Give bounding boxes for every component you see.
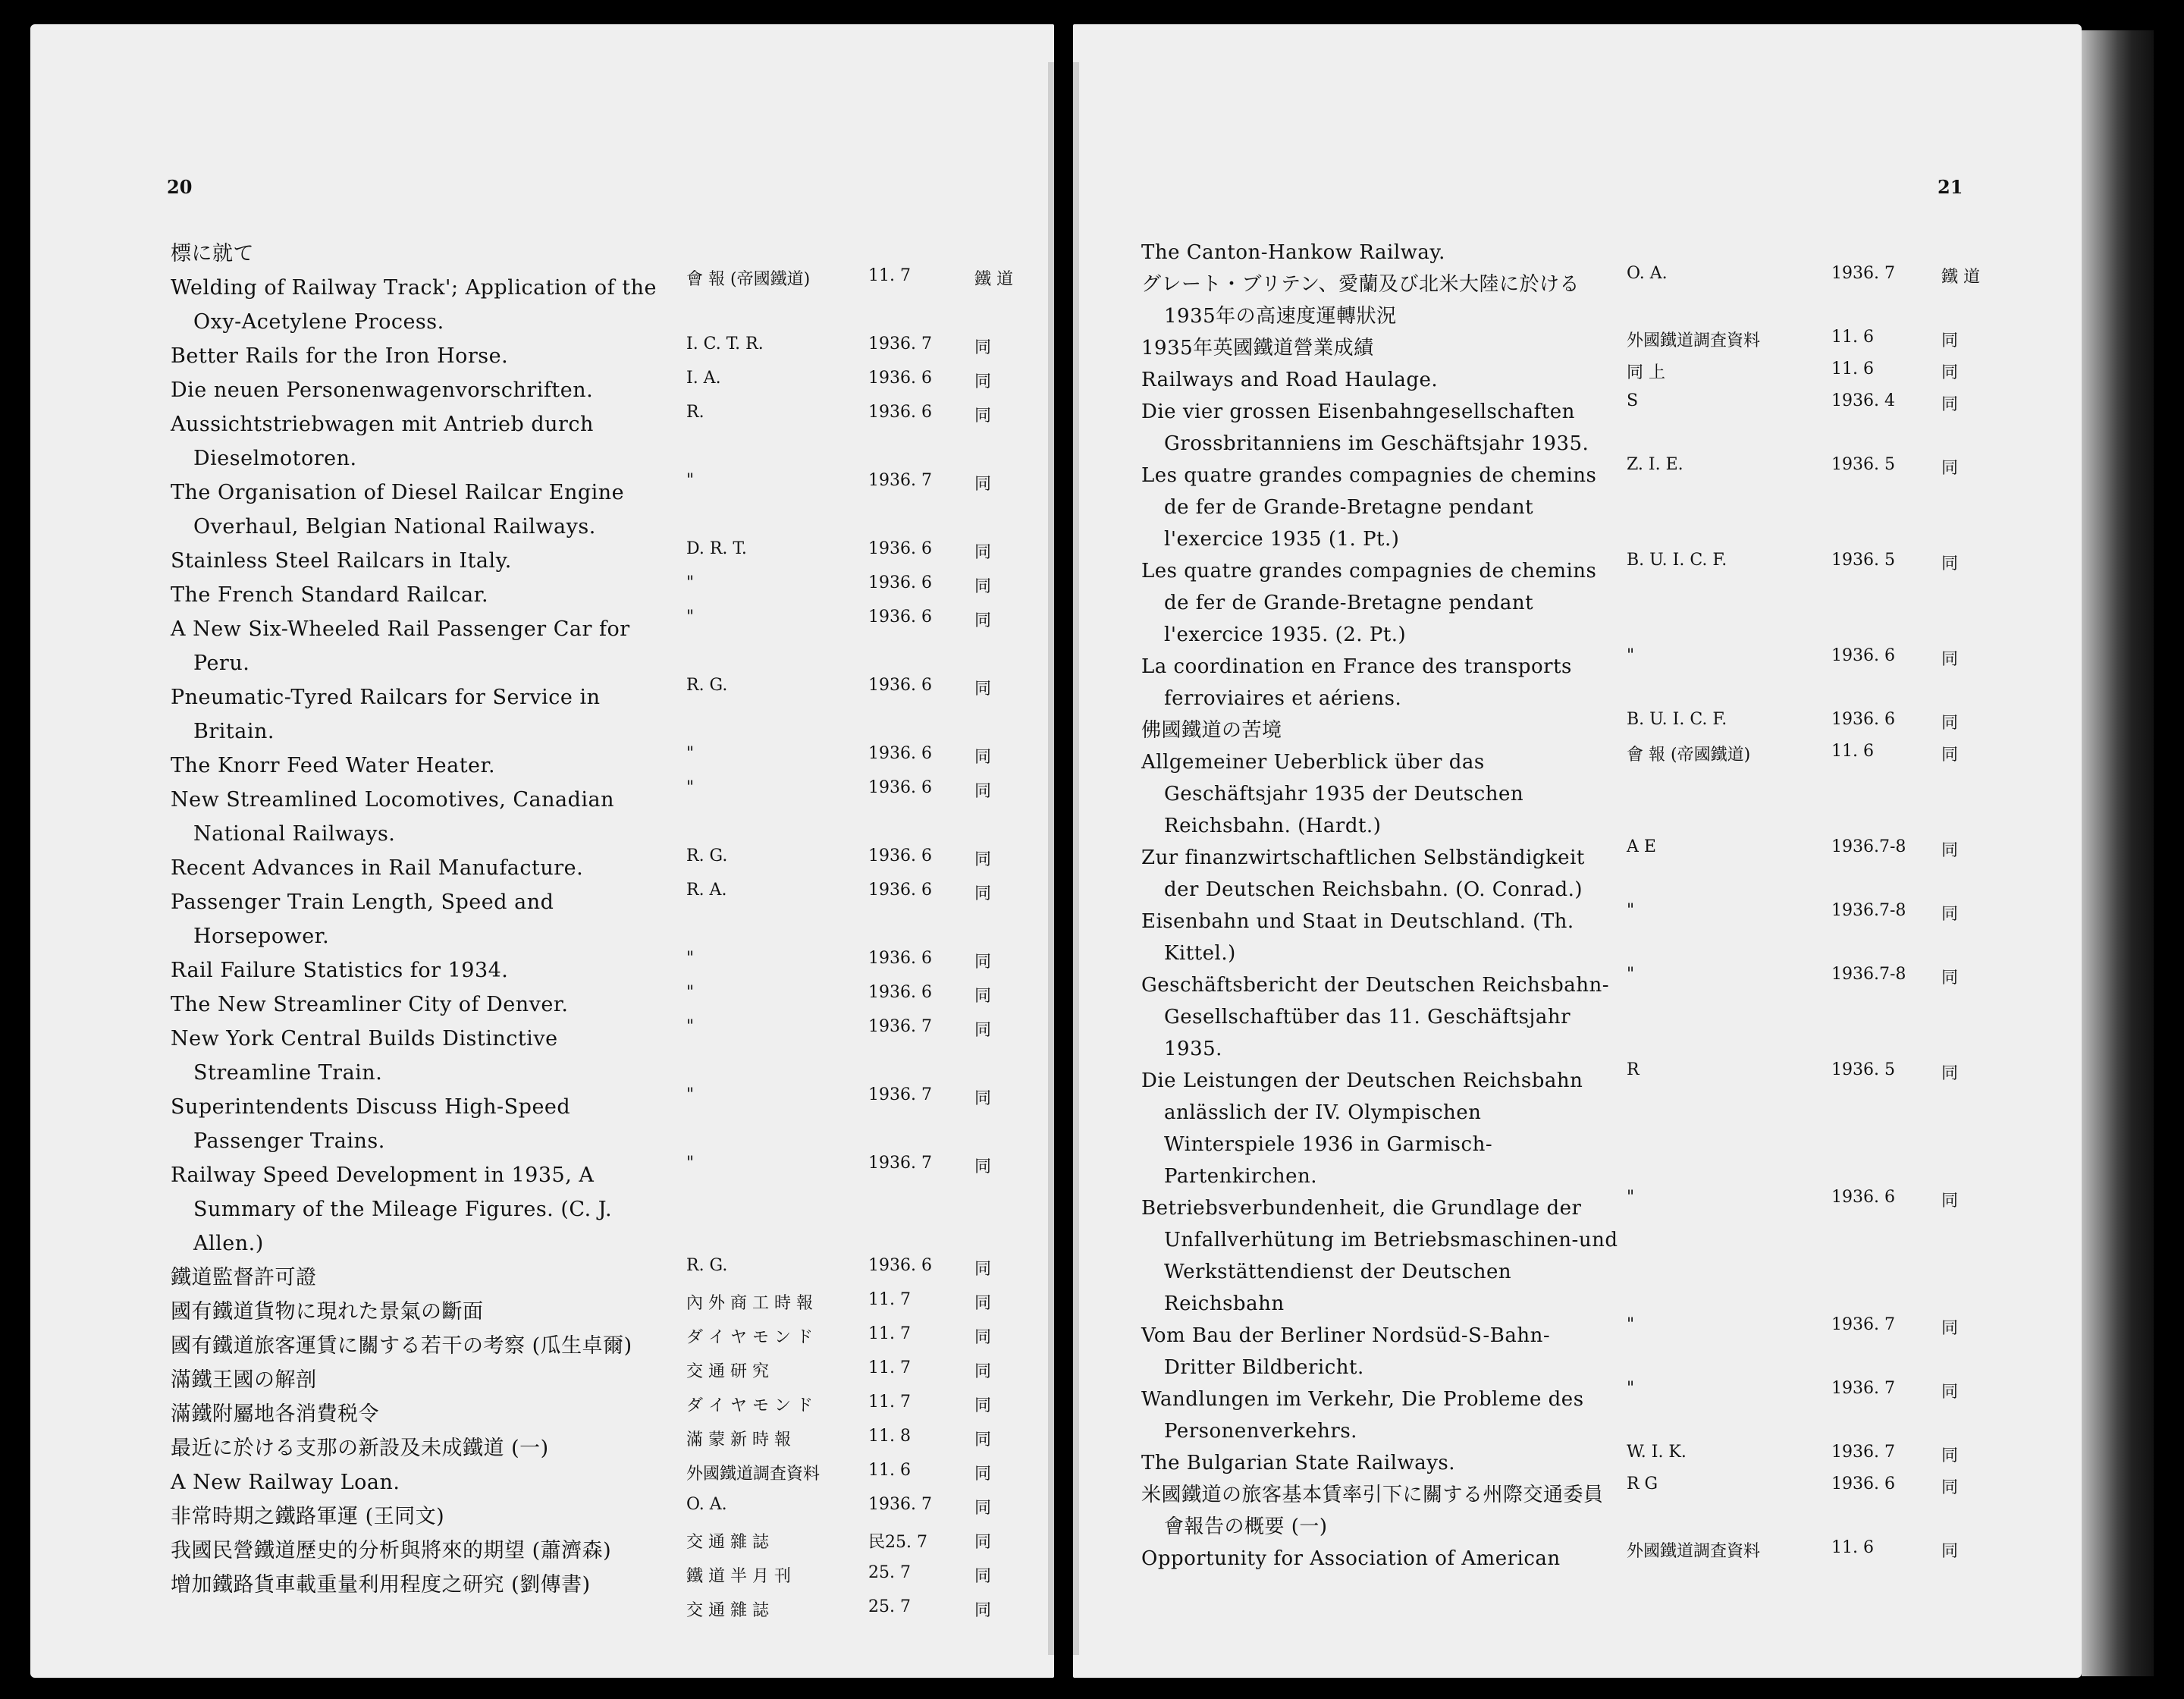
- entry-category: 同: [1941, 714, 1959, 733]
- entry-category: 同: [1941, 459, 1959, 478]
- entry-date: 1936. 6: [868, 676, 932, 695]
- entry-date: 1936. 6: [868, 983, 932, 1002]
- entry-category: 同: [1941, 1446, 1959, 1465]
- entry-date: 1936. 5: [1831, 455, 1895, 474]
- entry-category: 同: [974, 680, 992, 699]
- entry-category: 同: [1941, 363, 1959, 382]
- entry-title: グレート・ブリテン、愛蘭及び北米大陸に於ける 1935年の高速度運轉狀況: [1141, 273, 1580, 328]
- book-edge: [2082, 30, 2154, 1676]
- entry-category: 同: [974, 748, 992, 767]
- entry-source: 外國鐵道調査資料: [686, 1465, 821, 1484]
- entry-source: 會 報 (帝國鐵道): [1627, 746, 1751, 765]
- entry-source: ダ イ ヤ モ ン ド: [686, 1396, 813, 1415]
- bibliography-list: [171, 237, 1013, 1620]
- entry-date: 1936. 7: [1831, 1315, 1895, 1334]
- entry-title: Die vier grossen Eisenbahngesellschaften Grossbritanniens im Geschäftsjahr 1935.: [1141, 400, 1589, 455]
- page-edge: [1073, 62, 1079, 1655]
- entry-title: 非常時期之鐵路軍運 (王同文): [171, 1505, 445, 1528]
- entry-source: ": [686, 744, 695, 763]
- entry-source: ダ イ ヤ モ ン ド: [686, 1328, 813, 1347]
- right-page: [1073, 24, 2082, 1678]
- entry-source: I. A.: [686, 369, 721, 388]
- entry-title: 國有鐵道旅客運賃に關する若干の考察 (瓜生卓爾): [171, 1334, 632, 1358]
- entry-title: 鐵道監督許可證: [171, 1266, 317, 1289]
- list-item: [1141, 1543, 1619, 1575]
- entry-category: 同: [1941, 1319, 1959, 1338]
- entry-source: R. G.: [686, 1256, 728, 1275]
- entry-category: 同: [974, 475, 992, 494]
- entry-date: 1936.7-8: [1831, 837, 1906, 856]
- entry-source: R. G.: [686, 676, 728, 695]
- entry-source: ": [686, 608, 695, 627]
- entry-source: Z. I. E.: [1627, 455, 1684, 474]
- entry-category: 同: [974, 1567, 992, 1586]
- entry-date: 11. 7: [868, 1393, 911, 1412]
- entry-source: ": [686, 949, 695, 968]
- entry-category: 同: [974, 1260, 992, 1279]
- entry-category: 同: [1941, 969, 1959, 988]
- list-item: [1141, 237, 1980, 287]
- entry-title: Passenger Train Length, Speed and Horsepower.: [171, 890, 554, 948]
- entry-title: La coordination en France des transports ferroviaires et aériens.: [1141, 655, 1572, 710]
- entry-date: 1936. 7: [868, 471, 932, 490]
- entry-date: 11. 7: [868, 1358, 911, 1377]
- entry-category: 同: [974, 1328, 992, 1347]
- list-item: [1141, 1320, 1959, 1402]
- entry-source: R.: [686, 403, 704, 422]
- page-edge: [1048, 62, 1054, 1655]
- entry-category: 同: [1941, 841, 1959, 860]
- entry-category: 同: [1941, 650, 1959, 669]
- entry-title: Les quatre grandes compagnies de chemins de fer de Grande-Bretagne pendant l'exercice 1935 (1. Pt.): [1141, 464, 1597, 551]
- entry-category: 同: [974, 577, 992, 596]
- entry-title: A New Six-Wheeled Rail Passenger Car for Peru.: [171, 617, 630, 675]
- entry-source: I. C. T. R.: [686, 334, 764, 353]
- entry-source: ": [1627, 1379, 1635, 1398]
- entry-title: 標に就て: [171, 242, 254, 265]
- entry-source: ": [1627, 1188, 1635, 1207]
- entry-date: 1936. 6: [868, 369, 932, 388]
- entry-category: 同: [1941, 554, 1959, 573]
- entry-source: 交 通 雜 誌: [686, 1601, 769, 1620]
- entry-title: Railway Speed Development in 1935, A Summary of the Mileage Figures. (C. J. Allen.): [171, 1164, 613, 1255]
- entry-date: 1936. 7: [868, 1017, 932, 1036]
- entry-date: 11. 6: [1831, 742, 1874, 761]
- entry-category: 同: [974, 1294, 992, 1313]
- entry-title: Les quatre grandes compagnies de chemins de fer de Grande-Bretagne pendant l'exercice 1935. (2. Pt.): [1141, 560, 1597, 646]
- entry-title: Welding of Railway Track'; Application of the Oxy-Acetylene Process.: [171, 276, 657, 334]
- entry-source: B. U. I. C. F.: [1627, 710, 1727, 729]
- entry-title: The Knorr Feed Water Heater.: [171, 754, 496, 777]
- entry-source: 同 上: [1627, 363, 1665, 382]
- entry-date: 11. 6: [1831, 328, 1874, 347]
- entry-title: 滿鐵王國の解剖: [171, 1368, 317, 1392]
- entry-source: 內 外 商 工 時 報: [686, 1294, 813, 1313]
- entry-title: Pneumatic-Tyred Railcars for Service in Britain.: [171, 686, 601, 743]
- entry-source: R. G.: [686, 846, 728, 865]
- entry-category: 同: [974, 1465, 992, 1484]
- entry-category: 同: [974, 1089, 992, 1108]
- list-item: [1141, 906, 1959, 988]
- bibliography-list: [1141, 237, 1980, 1575]
- page-number: 20: [167, 176, 193, 198]
- entry-date: 1936. 6: [1831, 710, 1895, 729]
- entry-title: Zur finanzwirtschaftlichen Selbständigkeit der Deutschen Reichsbahn. (O. Conrad.): [1141, 846, 1585, 901]
- entry-source: D. R. T.: [686, 539, 747, 558]
- entry-category: 同: [974, 1601, 992, 1620]
- entry-category: 同: [974, 372, 992, 391]
- entry-date: 1936. 7: [1831, 1379, 1895, 1398]
- entry-date: 1936. 6: [1831, 1188, 1895, 1207]
- entry-category: 鐵 道: [974, 270, 1013, 289]
- entry-source: ": [686, 1085, 695, 1104]
- entry-source: 會 報 (帝國鐵道): [686, 270, 811, 289]
- entry-date: 1936. 6: [868, 881, 932, 900]
- entry-source: R. A.: [686, 881, 727, 900]
- entry-date: 1936. 5: [1831, 1060, 1895, 1079]
- entry-title: Rail Failure Statistics for 1934.: [171, 959, 509, 982]
- entry-category: 同: [974, 1430, 992, 1449]
- entry-title: The Bulgarian State Railways.: [1141, 1452, 1456, 1474]
- entry-title: New York Central Builds Distinctive Streamline Train.: [171, 1027, 558, 1085]
- entry-category: 同: [974, 338, 992, 357]
- entry-date: 1936. 6: [868, 573, 932, 592]
- entry-category: 同: [1941, 1478, 1959, 1497]
- entry-title: Railways and Road Haulage.: [1141, 369, 1439, 391]
- entry-title: The Canton-Hankow Railway.: [1141, 241, 1445, 264]
- entry-title: The New Streamliner City of Denver.: [171, 993, 569, 1016]
- entry-date: 1936. 6: [1831, 646, 1895, 665]
- entry-category: 鐵 道: [1941, 268, 1980, 287]
- list-item: [171, 237, 1013, 289]
- entry-title: Recent Advances in Rail Manufacture.: [171, 856, 584, 880]
- entry-date: 1936. 7: [1831, 264, 1895, 283]
- entry-source: ": [1627, 646, 1635, 665]
- entry-date: 11. 6: [1831, 360, 1874, 378]
- entry-source: A E: [1627, 837, 1656, 856]
- entry-title: 我國民營鐵道歷史的分析與將來的期望 (蕭濟森): [171, 1539, 612, 1562]
- entry-source: 外國鐵道調査資料: [1627, 331, 1761, 350]
- entry-category: 同: [1941, 1542, 1959, 1561]
- entry-title: Stainless Steel Railcars in Italy.: [171, 549, 512, 573]
- entry-date: 1936. 5: [1831, 551, 1895, 570]
- entry-title: New Streamlined Locomotives, Canadian National Railways.: [171, 788, 615, 846]
- entry-source: S: [1627, 391, 1639, 410]
- entry-category: 同: [974, 1362, 992, 1381]
- entry-title: 最近に於ける支那の新設及未成鐵道 (一): [171, 1437, 549, 1460]
- entry-date: 1936.7-8: [1831, 965, 1906, 984]
- entry-category: 同: [974, 1499, 992, 1518]
- entry-category: 同: [1941, 1192, 1959, 1211]
- list-item: [171, 749, 992, 801]
- page-number: 21: [1938, 176, 1963, 198]
- entry-source: 交 通 雜 誌: [686, 1533, 769, 1552]
- entry-source: R: [1627, 1060, 1640, 1079]
- entry-category: 同: [1941, 395, 1959, 414]
- entry-title: Betriebsverbundenheit, die Grundlage der Unfallverhütung im Betriebsmaschinen-und Werkstättendienst der Deutschen Reichsbahn: [1141, 1197, 1618, 1315]
- entry-source: O. A.: [686, 1495, 727, 1514]
- entry-date: 25. 7: [868, 1597, 911, 1616]
- entry-source: B. U. I. C. F.: [1627, 551, 1727, 570]
- entry-title: Opportunity for Association of American: [1141, 1547, 1561, 1570]
- entry-category: 同: [1941, 1064, 1959, 1083]
- entry-category: 同: [974, 953, 992, 972]
- entry-title: 佛國鐵道の苦境: [1141, 719, 1282, 742]
- entry-date: 1936. 6: [868, 949, 932, 968]
- entry-source: ": [1627, 901, 1635, 920]
- entry-date: 1936. 4: [1831, 391, 1895, 410]
- entry-source: ": [686, 1017, 695, 1036]
- entry-title: 1935年英國鐵道營業成績: [1141, 337, 1374, 360]
- entry-date: 1936. 7: [868, 1154, 932, 1173]
- entry-title: Aussichtstriebwagen mit Antrieb durch Dieselmotoren.: [171, 413, 594, 470]
- entry-source: W. I. K.: [1627, 1443, 1687, 1462]
- entry-category: 同: [974, 1396, 992, 1415]
- entry-category: 同: [1941, 746, 1959, 765]
- entry-title: Superintendents Discuss High-Speed Passenger Trains.: [171, 1095, 571, 1153]
- entry-source: 鐵 道 半 月 刊: [686, 1567, 791, 1586]
- entry-title: Wandlungen im Verkehr, Die Probleme des Personenverkehrs.: [1141, 1388, 1584, 1443]
- left-page: [30, 24, 1054, 1678]
- entry-date: 1936. 6: [868, 778, 932, 797]
- entry-date: 1936. 7: [1831, 1443, 1895, 1462]
- entry-date: 11. 6: [1831, 1538, 1874, 1557]
- list-item: [171, 612, 992, 699]
- entry-date: 1936. 6: [868, 744, 932, 763]
- entry-date: 1936. 6: [868, 608, 932, 627]
- entry-title: Eisenbahn und Staat in Deutschland. (Th. Kittel.): [1141, 910, 1574, 965]
- entry-category: 同: [1941, 331, 1959, 350]
- entry-source: ": [686, 573, 695, 592]
- entry-title: 滿鐵附屬地各消費税令: [171, 1402, 379, 1426]
- entry-date: 11. 7: [868, 1290, 911, 1309]
- entry-category: 同: [1941, 1383, 1959, 1402]
- list-item: [171, 578, 992, 630]
- entry-date: 1936. 7: [868, 1085, 932, 1104]
- entry-date: 1936. 6: [868, 403, 932, 422]
- entry-date: 1936. 6: [1831, 1474, 1895, 1493]
- entry-source: 滿 蒙 新 時 報: [686, 1430, 791, 1449]
- entry-category: 同: [974, 611, 992, 630]
- entry-date: 11. 8: [868, 1427, 911, 1446]
- entry-title: The French Standard Railcar.: [171, 583, 489, 607]
- entry-category: 同: [974, 782, 992, 801]
- entry-date: 1936. 7: [868, 334, 932, 353]
- entry-source: R G: [1627, 1474, 1658, 1493]
- entry-source: ": [686, 1154, 695, 1173]
- entry-title: Die Leistungen der Deutschen Reichsbahn anlässlich der IV. Olympischen Winterspiele 1936 in Garmisch-Partenkirchen.: [1141, 1069, 1583, 1188]
- entry-title: The Organisation of Diesel Railcar Engine Overhaul, Belgian National Railways.: [171, 481, 625, 539]
- entry-source: ": [1627, 965, 1635, 984]
- list-item: [171, 1090, 992, 1176]
- list-item: [171, 1022, 992, 1108]
- entry-category: 同: [974, 1157, 992, 1176]
- entry-category: 同: [974, 987, 992, 1006]
- entry-source: ": [686, 983, 695, 1002]
- entry-date: 25. 7: [868, 1563, 911, 1582]
- entry-date: 11. 6: [868, 1461, 911, 1480]
- entry-title: Allgemeiner Ueberblick über das Geschäftsjahr 1935 der Deutschen Reichsbahn. (Hardt.): [1141, 751, 1524, 837]
- entry-title: 增加鐵路貨車載重量利用程度之研究 (劉傳書): [171, 1573, 591, 1597]
- entry-category: 同: [1941, 905, 1959, 924]
- entry-date: 1936. 6: [868, 846, 932, 865]
- entry-category: 同: [974, 407, 992, 426]
- entry-title: Vom Bau der Berliner Nordsüd-S-Bahn-Dritter Bildbericht.: [1141, 1324, 1551, 1379]
- entry-category: 同: [974, 884, 992, 903]
- entry-source: O. A.: [1627, 264, 1668, 283]
- entry-category: 同: [974, 1533, 992, 1552]
- entry-date: 民25. 7: [868, 1533, 927, 1552]
- entry-date: 1936.7-8: [1831, 901, 1906, 920]
- entry-title: Die neuen Personenwagenvorschriften.: [171, 378, 594, 402]
- entry-date: 11. 7: [868, 1324, 911, 1343]
- entry-date: 1936. 7: [868, 1495, 932, 1514]
- entry-source: ": [686, 778, 695, 797]
- entry-title: A New Railway Loan.: [171, 1471, 400, 1494]
- entry-title: Better Rails for the Iron Horse.: [171, 344, 509, 368]
- entry-category: 同: [974, 1021, 992, 1040]
- entry-date: 1936. 6: [868, 539, 932, 558]
- entry-title: Geschäftsbericht der Deutschen Reichsbahn-Gesellschaftüber das 11. Geschäftsjahr 1935.: [1141, 974, 1610, 1060]
- entry-source: ": [1627, 1315, 1635, 1334]
- entry-title: 國有鐵道貨物に現れた景氣の斷面: [171, 1300, 484, 1324]
- entry-source: ": [686, 471, 695, 490]
- entry-title: 米國鐵道の旅客基本賃率引下に關する州際交通委員會報告の概要 (一): [1141, 1484, 1604, 1538]
- entry-date: 11. 7: [868, 266, 911, 285]
- entry-source: 外國鐵道調査資料: [1627, 1542, 1761, 1561]
- entry-category: 同: [974, 543, 992, 562]
- entry-source: 交 通 研 究: [686, 1362, 769, 1381]
- entry-date: 1936. 6: [868, 1256, 932, 1275]
- entry-category: 同: [974, 850, 992, 869]
